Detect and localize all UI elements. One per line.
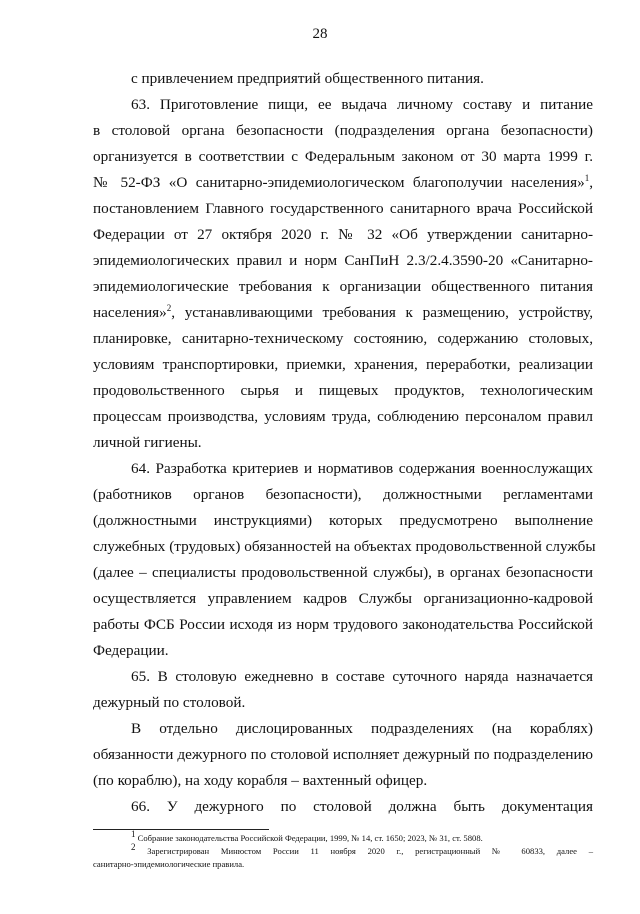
paragraph-66-line: 66. У дежурного по столовой должна быть документация [131,798,593,815]
text-line: Федерации. [93,642,169,659]
text-line: постановлением Главного государственного санитарного врача Российской [93,200,593,217]
text-line: в столовой органа безопасности (подразделения органа безопасности) [93,122,593,139]
paragraph-65-line: 65. В столовую ежедневно в составе суточного наряда назначается [131,668,593,685]
footnote-1 [93,829,593,845]
footnotes [93,829,594,871]
text-fragment: , устанавливающими требования к размещению, устройству, [171,304,593,321]
text-line: (по кораблю), на ходу корабля – вахтенный офицер. [93,772,428,789]
footnote-text: Зарегистрирован Минюстом России 11 ноября 2020 г., регистрационный № 60833, далее – [147,846,594,856]
paragraph-64-line: 64. Разработка критериев и нормативов содержания военнослужащих [131,460,593,477]
text-line: (должностными инструкциями) которых предусмотрено выполнение [93,512,593,529]
text-line: (далее – специалисты продовольственной службы), в органах безопасности [93,564,593,581]
text-line: эпидемиологических правил и норм СанПиН 2.3/2.4.3590-20 «Санитарно- [93,252,593,269]
text-line: продовольственного сырья и пищевых продуктов, технологическим [93,382,593,399]
footnote-2 [93,842,594,858]
footnote-2-continuation: санитарно-эпидемиологические правила. [93,859,245,869]
footnote-ref-2: 2 [166,302,172,313]
footnote-separator [93,829,269,830]
text-line: В отдельно дислоцированных подразделениях (на кораблях) [131,720,593,737]
text-line: работы ФСБ России исходя из норм трудового законодательства Российской [93,616,593,633]
text-fragment: населения» [93,304,167,321]
footnote-text: Собрание законодательства Российской Федерации, 1999, № 14, ст. 1650; 2023, № 31, ст. 5808. [137,833,483,843]
text-line: обязанности дежурного по столовой исполняет дежурный по подразделению [93,746,593,763]
text-line: с привлечением предприятий общественного питания. [131,70,484,87]
footnote-mark-2: 2 [131,842,136,853]
footnote-ref-1: 1 [584,172,590,183]
text-line: дежурный по столовой. [93,694,246,711]
text-line: эпидемиологические требования к организации общественного питания [93,278,593,295]
text-line: организуется в соответствии с Федеральным законом от 30 марта 1999 г. [93,148,593,165]
text-line: личной гигиены. [93,434,202,451]
text-line: осуществляется управлением кадров Службы организационно-кадровой [93,590,593,607]
text-line: планировке, санитарно-техническому состоянию, содержанию столовых, [93,330,593,347]
text-line: № 52-ФЗ «О санитарно-эпидемиологическом благополучии населения»$^1$, [93,172,593,191]
footnote-mark-1: 1 [131,829,136,840]
text-line [93,300,593,326]
text-line: условиям транспортировки, приемки, хранения, переработки, реализации [93,356,593,373]
text-fragment: № 52-ФЗ «О санитарно-эпидемиологическом благополучии населения» [93,174,585,191]
text-line: процессам производства, условиям труда, соблюдению персоналом правил [93,408,593,425]
text-line: служебных (трудовых) обязанностей на объектах продовольственной службы [93,538,596,555]
document-body [93,66,596,820]
text-line: (работников органов безопасности), должностными регламентами [93,486,593,503]
text-line: Федерации от 27 октября 2020 г. № 32 «Об утверждении санитарно- [93,226,593,243]
page-number: 28 [312,26,328,42]
paragraph-63-line: 63. Приготовление пищи, ее выдача личному составу и питание [131,96,593,113]
